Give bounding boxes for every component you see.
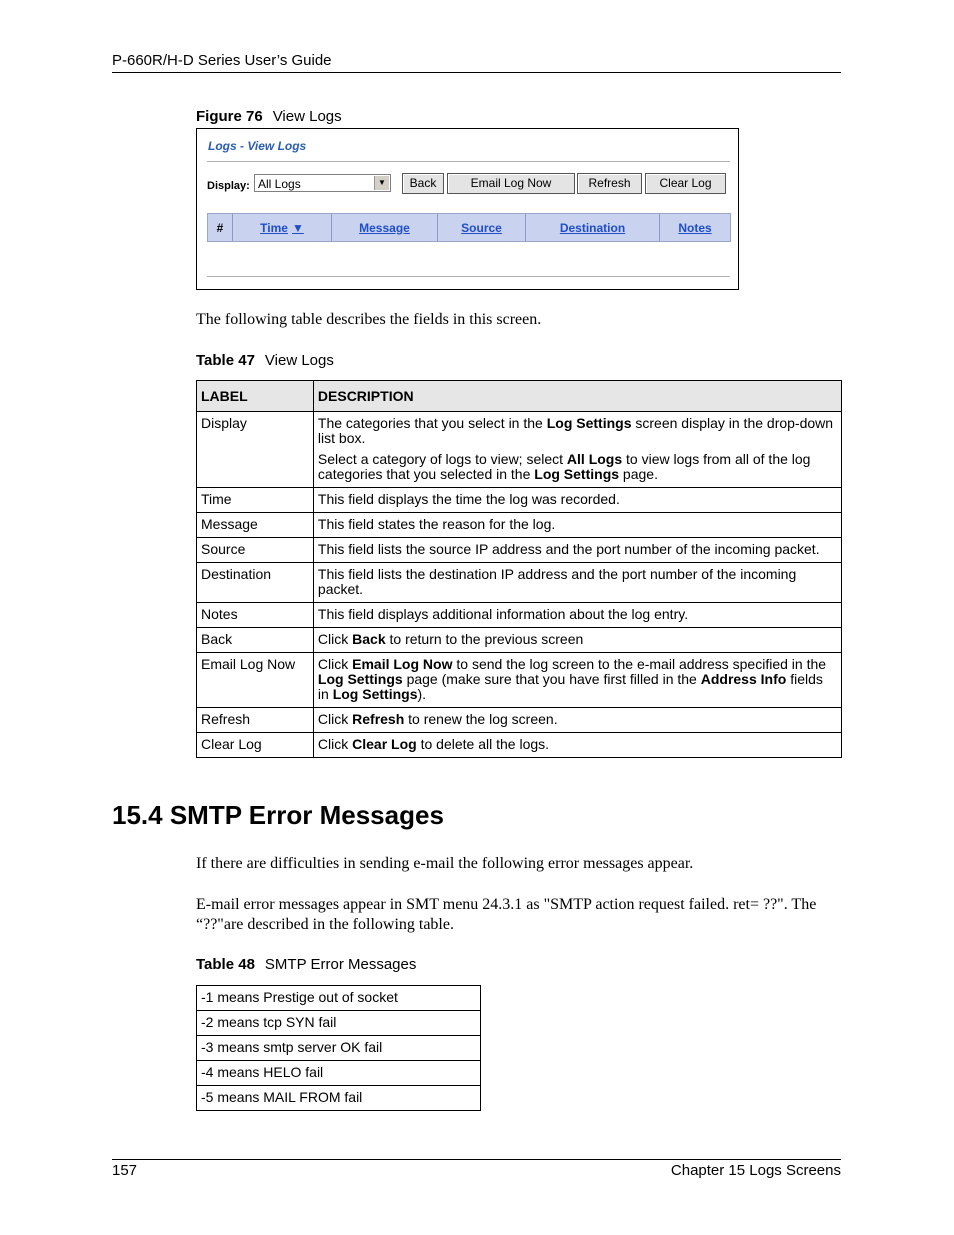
section-paragraph-1: If there are difficulties in sending e-mail the following error messages appear.: [196, 855, 694, 872]
column-message[interactable]: Message: [332, 214, 438, 241]
table-row: [197, 1036, 481, 1061]
row-description: Click Clear Log to delete all the logs.: [313, 733, 841, 758]
row-label: Time: [197, 488, 314, 513]
table-row: [197, 733, 842, 758]
section-heading: 15.4 SMTP Error Messages: [112, 800, 444, 830]
table-row: [197, 538, 842, 563]
table-row: [197, 1011, 481, 1036]
column-notes[interactable]: Notes: [678, 220, 712, 235]
row-label: Display: [197, 412, 314, 488]
section-paragraph-2: E-mail error messages appear in SMT menu 24.3.1 as "SMTP action request failed. ret= ??". The “??"are described in the following table.: [196, 896, 817, 933]
row-description: This field displays the time the log was recorded.: [313, 488, 841, 513]
column-number: #: [208, 214, 233, 241]
header-rule: [112, 72, 841, 73]
sort-descending-icon[interactable]: ▼: [291, 220, 304, 235]
table-row: [197, 1086, 481, 1111]
footer-rule: [112, 1159, 841, 1160]
row-description: This field displays additional information about the log entry.: [313, 603, 841, 628]
column-time[interactable]: [233, 214, 332, 241]
column-time-label[interactable]: Time: [260, 220, 288, 235]
row-label: Refresh: [197, 708, 314, 733]
chapter-title: Chapter 15 Logs Screens: [670, 1162, 841, 1179]
intro-text: The following table describes the fields in this screen.: [196, 311, 542, 328]
header-label: LABEL: [197, 381, 314, 412]
figure-bottom-rule: [207, 276, 730, 277]
column-destination[interactable]: Destination: [526, 214, 660, 241]
display-select[interactable]: [254, 174, 391, 192]
row-label: Email Log Now: [197, 653, 314, 708]
error-cell: -1 means Prestige out of socket: [197, 986, 481, 1011]
row-description: This field lists the source IP address and the port number of the incoming packet.: [313, 538, 841, 563]
figure-caption-label: Figure 76: [196, 108, 263, 125]
table-row: [197, 603, 842, 628]
figure-caption: [196, 108, 342, 125]
row-label: Notes: [197, 603, 314, 628]
error-cell: -5 means MAIL FROM fail: [197, 1086, 481, 1111]
clear-log-button[interactable]: Clear Log: [645, 173, 726, 194]
view-logs-table: [196, 380, 842, 758]
row-description: This field lists the destination IP address and the port number of the incoming packet.: [313, 563, 841, 603]
table-row: [197, 513, 842, 538]
table-row: [197, 563, 842, 603]
email-log-now-button[interactable]: Email Log Now: [447, 173, 575, 194]
row-description: Click Back to return to the previous screen: [313, 628, 841, 653]
table-header-row: [197, 381, 842, 412]
table-row: [197, 412, 842, 488]
table47-caption-title: View Logs: [264, 352, 334, 369]
table47-caption-label: Table 47: [196, 352, 255, 369]
table-row: [197, 488, 842, 513]
row-label: Back: [197, 628, 314, 653]
row-label: Message: [197, 513, 314, 538]
table48-caption-label: Table 48: [196, 956, 255, 973]
row-description: Click Refresh to renew the log screen.: [313, 708, 841, 733]
table-row: [197, 986, 481, 1011]
row-description: This field states the reason for the log.: [313, 513, 841, 538]
row-description: Click Email Log Now to send the log screen to the e-mail address specified in the Log Settings page (make sure that you have first filled in the Address Info fields in Log Settings).: [313, 653, 841, 708]
error-cell: -3 means smtp server OK fail: [197, 1036, 481, 1061]
table48-caption: [196, 956, 416, 973]
running-header: P-660R/H-D Series User’s Guide: [112, 52, 332, 69]
page-number: 157: [112, 1162, 138, 1179]
header-description: DESCRIPTION: [313, 381, 841, 412]
display-label: Display:: [207, 180, 250, 192]
log-table-header: [207, 213, 731, 242]
row-label: Source: [197, 538, 314, 563]
row-label: Clear Log: [197, 733, 314, 758]
chevron-down-icon[interactable]: ▼: [374, 176, 389, 190]
row-label: Destination: [197, 563, 314, 603]
table-row: [197, 1061, 481, 1086]
table-row: [197, 653, 842, 708]
back-button[interactable]: Back: [402, 173, 444, 194]
view-logs-figure: [196, 128, 739, 290]
table48-caption-title: SMTP Error Messages: [264, 956, 417, 973]
error-cell: -2 means tcp SYN fail: [197, 1011, 481, 1036]
table-row: [197, 708, 842, 733]
table47-caption: [196, 352, 334, 369]
column-source[interactable]: Source: [438, 214, 526, 241]
smtp-error-table: [196, 985, 481, 1111]
screen-title: Logs - View Logs: [208, 139, 307, 153]
table-row: [197, 628, 842, 653]
error-cell: -4 means HELO fail: [197, 1061, 481, 1086]
row-description: The categories that you select in the Log Settings screen display in the drop-down list box. Select a category of logs to view; select All Logs to view logs from all of the log categories that you selected in the Log Settings page.: [313, 412, 841, 488]
refresh-button[interactable]: Refresh: [577, 173, 642, 194]
figure-caption-title: View Logs: [272, 108, 342, 125]
figure-title-rule: [207, 161, 730, 162]
display-select-value: All Logs: [258, 177, 301, 191]
